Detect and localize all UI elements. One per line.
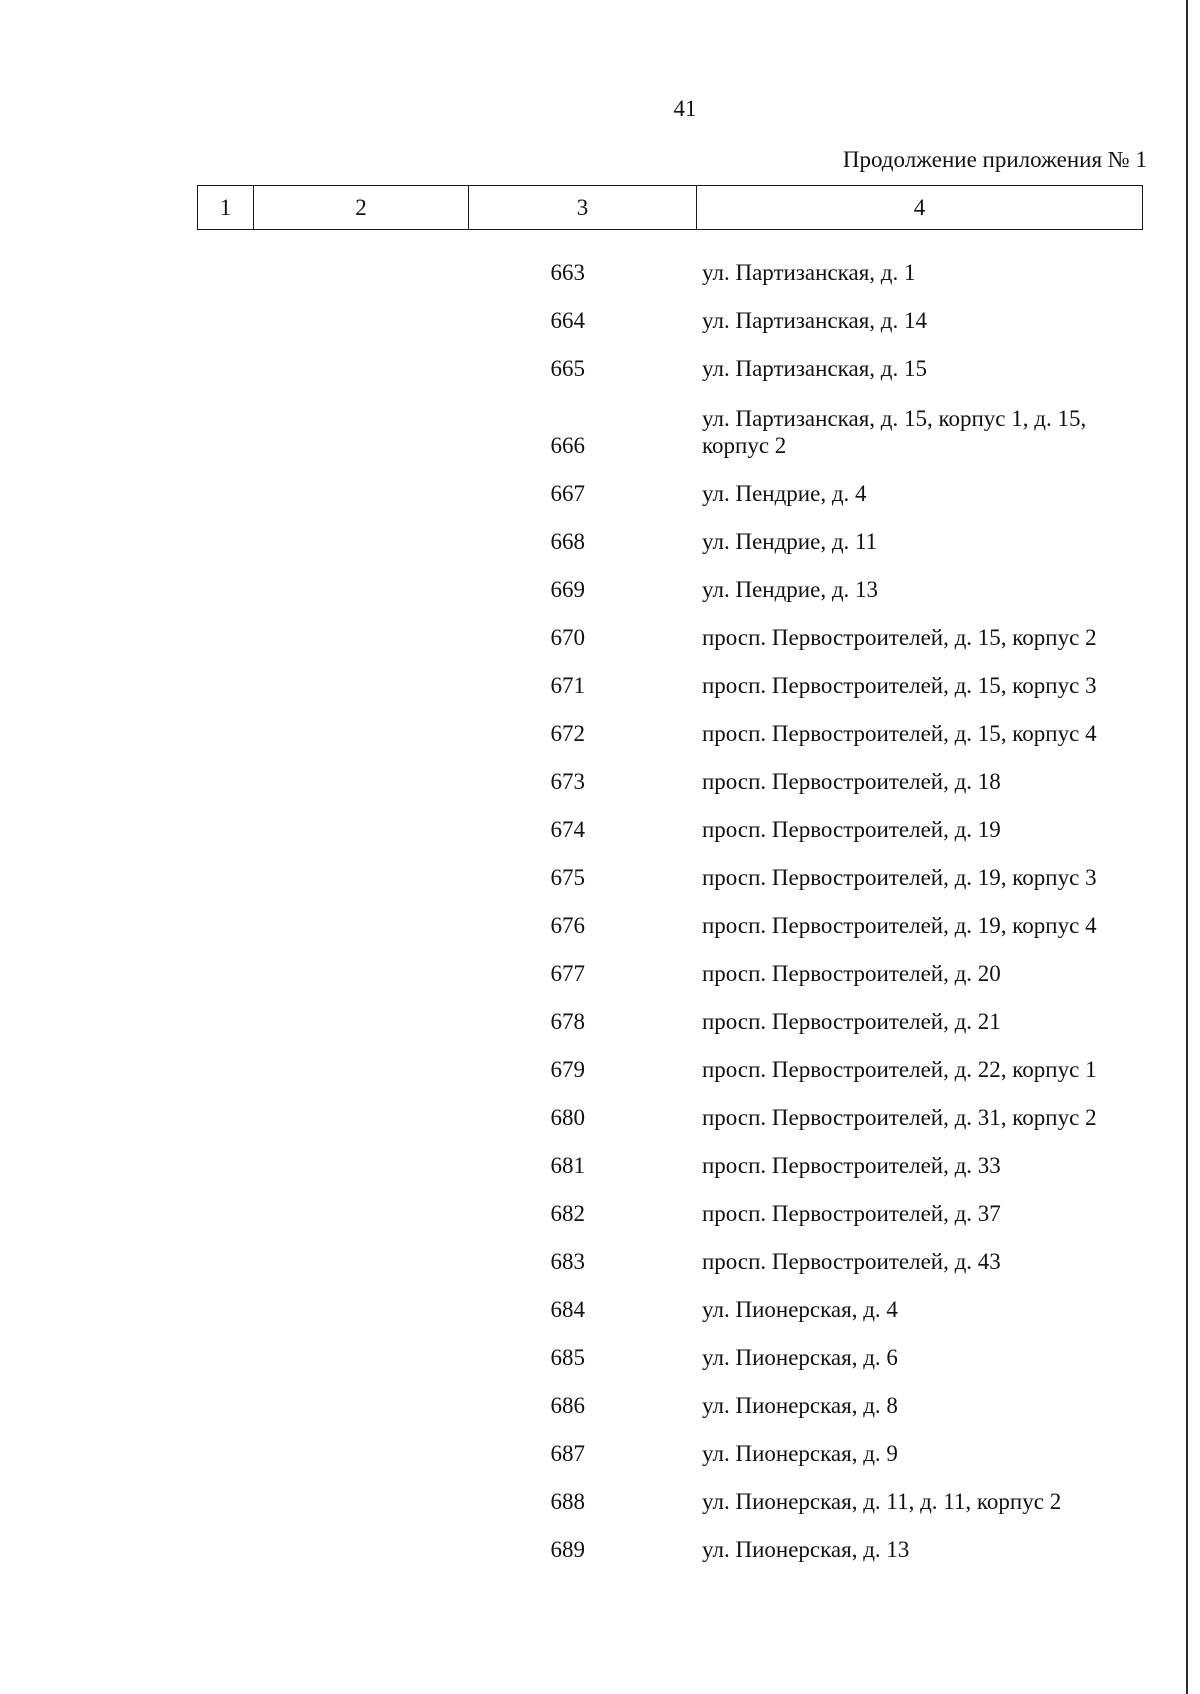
row-address: просп. Первостроителей, д. 37	[702, 1201, 1001, 1226]
table-row	[0, 1325, 1200, 1373]
column-header-3: 3	[469, 186, 697, 230]
row-address: ул. Пионерская, д. 9	[702, 1441, 898, 1466]
table-row	[0, 461, 1200, 509]
row-number: 687	[550, 1441, 585, 1466]
table-row	[0, 941, 1200, 989]
row-number: 663	[550, 260, 585, 285]
page-number: 41	[673, 96, 697, 121]
row-number: 675	[550, 865, 585, 890]
row-address: просп. Первостроителей, д. 43	[702, 1249, 1001, 1274]
row-address: ул. Партизанская, д. 1	[702, 260, 916, 285]
row-number: 664	[550, 308, 585, 333]
table-row	[0, 1373, 1200, 1421]
row-address: просп. Первостроителей, д. 21	[702, 1009, 1001, 1034]
row-address: ул. Пендрие, д. 13	[702, 577, 879, 602]
column-header-4: 4	[697, 186, 1143, 230]
row-address: просп. Первостроителей, д. 15, корпус 2	[702, 625, 1097, 650]
row-address: просп. Первостроителей, д. 15, корпус 3	[702, 673, 1097, 698]
row-address: просп. Первостроителей, д. 15, корпус 4	[702, 721, 1097, 746]
row-address: просп. Первостроителей, д. 22, корпус 1	[702, 1057, 1097, 1082]
table-row	[0, 509, 1200, 557]
table-row	[0, 1277, 1200, 1325]
row-address: ул. Пионерская, д. 13	[702, 1537, 910, 1562]
row-address: ул. Пионерская, д. 11, д. 11, корпус 2	[702, 1489, 1062, 1514]
row-address: ул. Пендрие, д. 4	[702, 481, 867, 506]
table-row	[0, 797, 1200, 845]
row-number: 669	[550, 577, 585, 602]
row-address: ул. Пионерская, д. 4	[702, 1297, 898, 1322]
row-address: ул. Пионерская, д. 6	[702, 1345, 898, 1370]
row-number: 680	[550, 1105, 585, 1130]
table-row	[0, 749, 1200, 797]
row-number: 668	[550, 529, 585, 554]
row-number: 677	[550, 961, 585, 986]
row-number: 679	[550, 1057, 585, 1082]
row-number: 685	[550, 1345, 585, 1370]
row-number: 666	[550, 433, 585, 458]
row-address: просп. Первостроителей, д. 20	[702, 961, 1001, 986]
table-row	[0, 653, 1200, 701]
row-address: ул. Партизанская, д. 14	[702, 308, 927, 333]
row-address: просп. Первостроителей, д. 19, корпус 4	[702, 913, 1097, 938]
row-address: ул. Партизанская, д. 15	[702, 356, 927, 381]
table-row	[0, 1517, 1200, 1565]
row-number: 667	[550, 481, 585, 506]
row-number: 686	[550, 1393, 585, 1418]
column-header-1: 1	[198, 186, 254, 230]
row-number: 681	[550, 1153, 585, 1178]
table-row	[0, 893, 1200, 941]
row-address: ул. Пендрие, д. 11	[702, 529, 878, 554]
row-address: ул. Пионерская, д. 8	[702, 1393, 898, 1418]
table-row	[0, 605, 1200, 653]
table-row	[0, 336, 1200, 384]
row-number: 672	[550, 721, 585, 746]
row-number: 684	[550, 1297, 585, 1322]
table-row	[0, 240, 1200, 288]
row-number: 683	[550, 1249, 585, 1274]
row-address: просп. Первостроителей, д. 19	[702, 817, 1001, 842]
table-row	[0, 384, 1200, 461]
row-number: 670	[550, 625, 585, 650]
row-number: 671	[550, 673, 585, 698]
table-row	[0, 557, 1200, 605]
table-row	[0, 288, 1200, 336]
row-address: просп. Первостроителей, д. 18	[702, 769, 1001, 794]
row-number: 665	[550, 356, 585, 381]
row-address: просп. Первостроителей, д. 31, корпус 2	[702, 1105, 1097, 1130]
table-row	[0, 1229, 1200, 1277]
table-row	[0, 1037, 1200, 1085]
row-number: 689	[550, 1537, 585, 1562]
column-header-row	[198, 186, 1143, 230]
row-number: 673	[550, 769, 585, 794]
row-number: 674	[550, 817, 585, 842]
row-number: 682	[550, 1201, 585, 1226]
table-row	[0, 1085, 1200, 1133]
row-number: 688	[550, 1489, 585, 1514]
address-list	[0, 240, 1200, 1565]
row-address: просп. Первостроителей, д. 19, корпус 3	[702, 865, 1097, 890]
table-row	[0, 701, 1200, 749]
table-row	[0, 1133, 1200, 1181]
column-header-2: 2	[254, 186, 469, 230]
row-address: просп. Первостроителей, д. 33	[702, 1153, 1001, 1178]
row-address: ул. Партизанская, д. 15, корпус 1, д. 15, корпус 2	[702, 406, 1087, 458]
continuation-label: Продолжение приложения № 1	[842, 147, 1147, 172]
row-number: 676	[550, 913, 585, 938]
table-row	[0, 1469, 1200, 1517]
column-header-table	[197, 185, 1143, 230]
table-row	[0, 989, 1200, 1037]
scan-edge-line	[1186, 0, 1188, 1694]
table-row	[0, 1181, 1200, 1229]
row-number: 678	[550, 1009, 585, 1034]
table-row	[0, 1421, 1200, 1469]
table-row	[0, 845, 1200, 893]
